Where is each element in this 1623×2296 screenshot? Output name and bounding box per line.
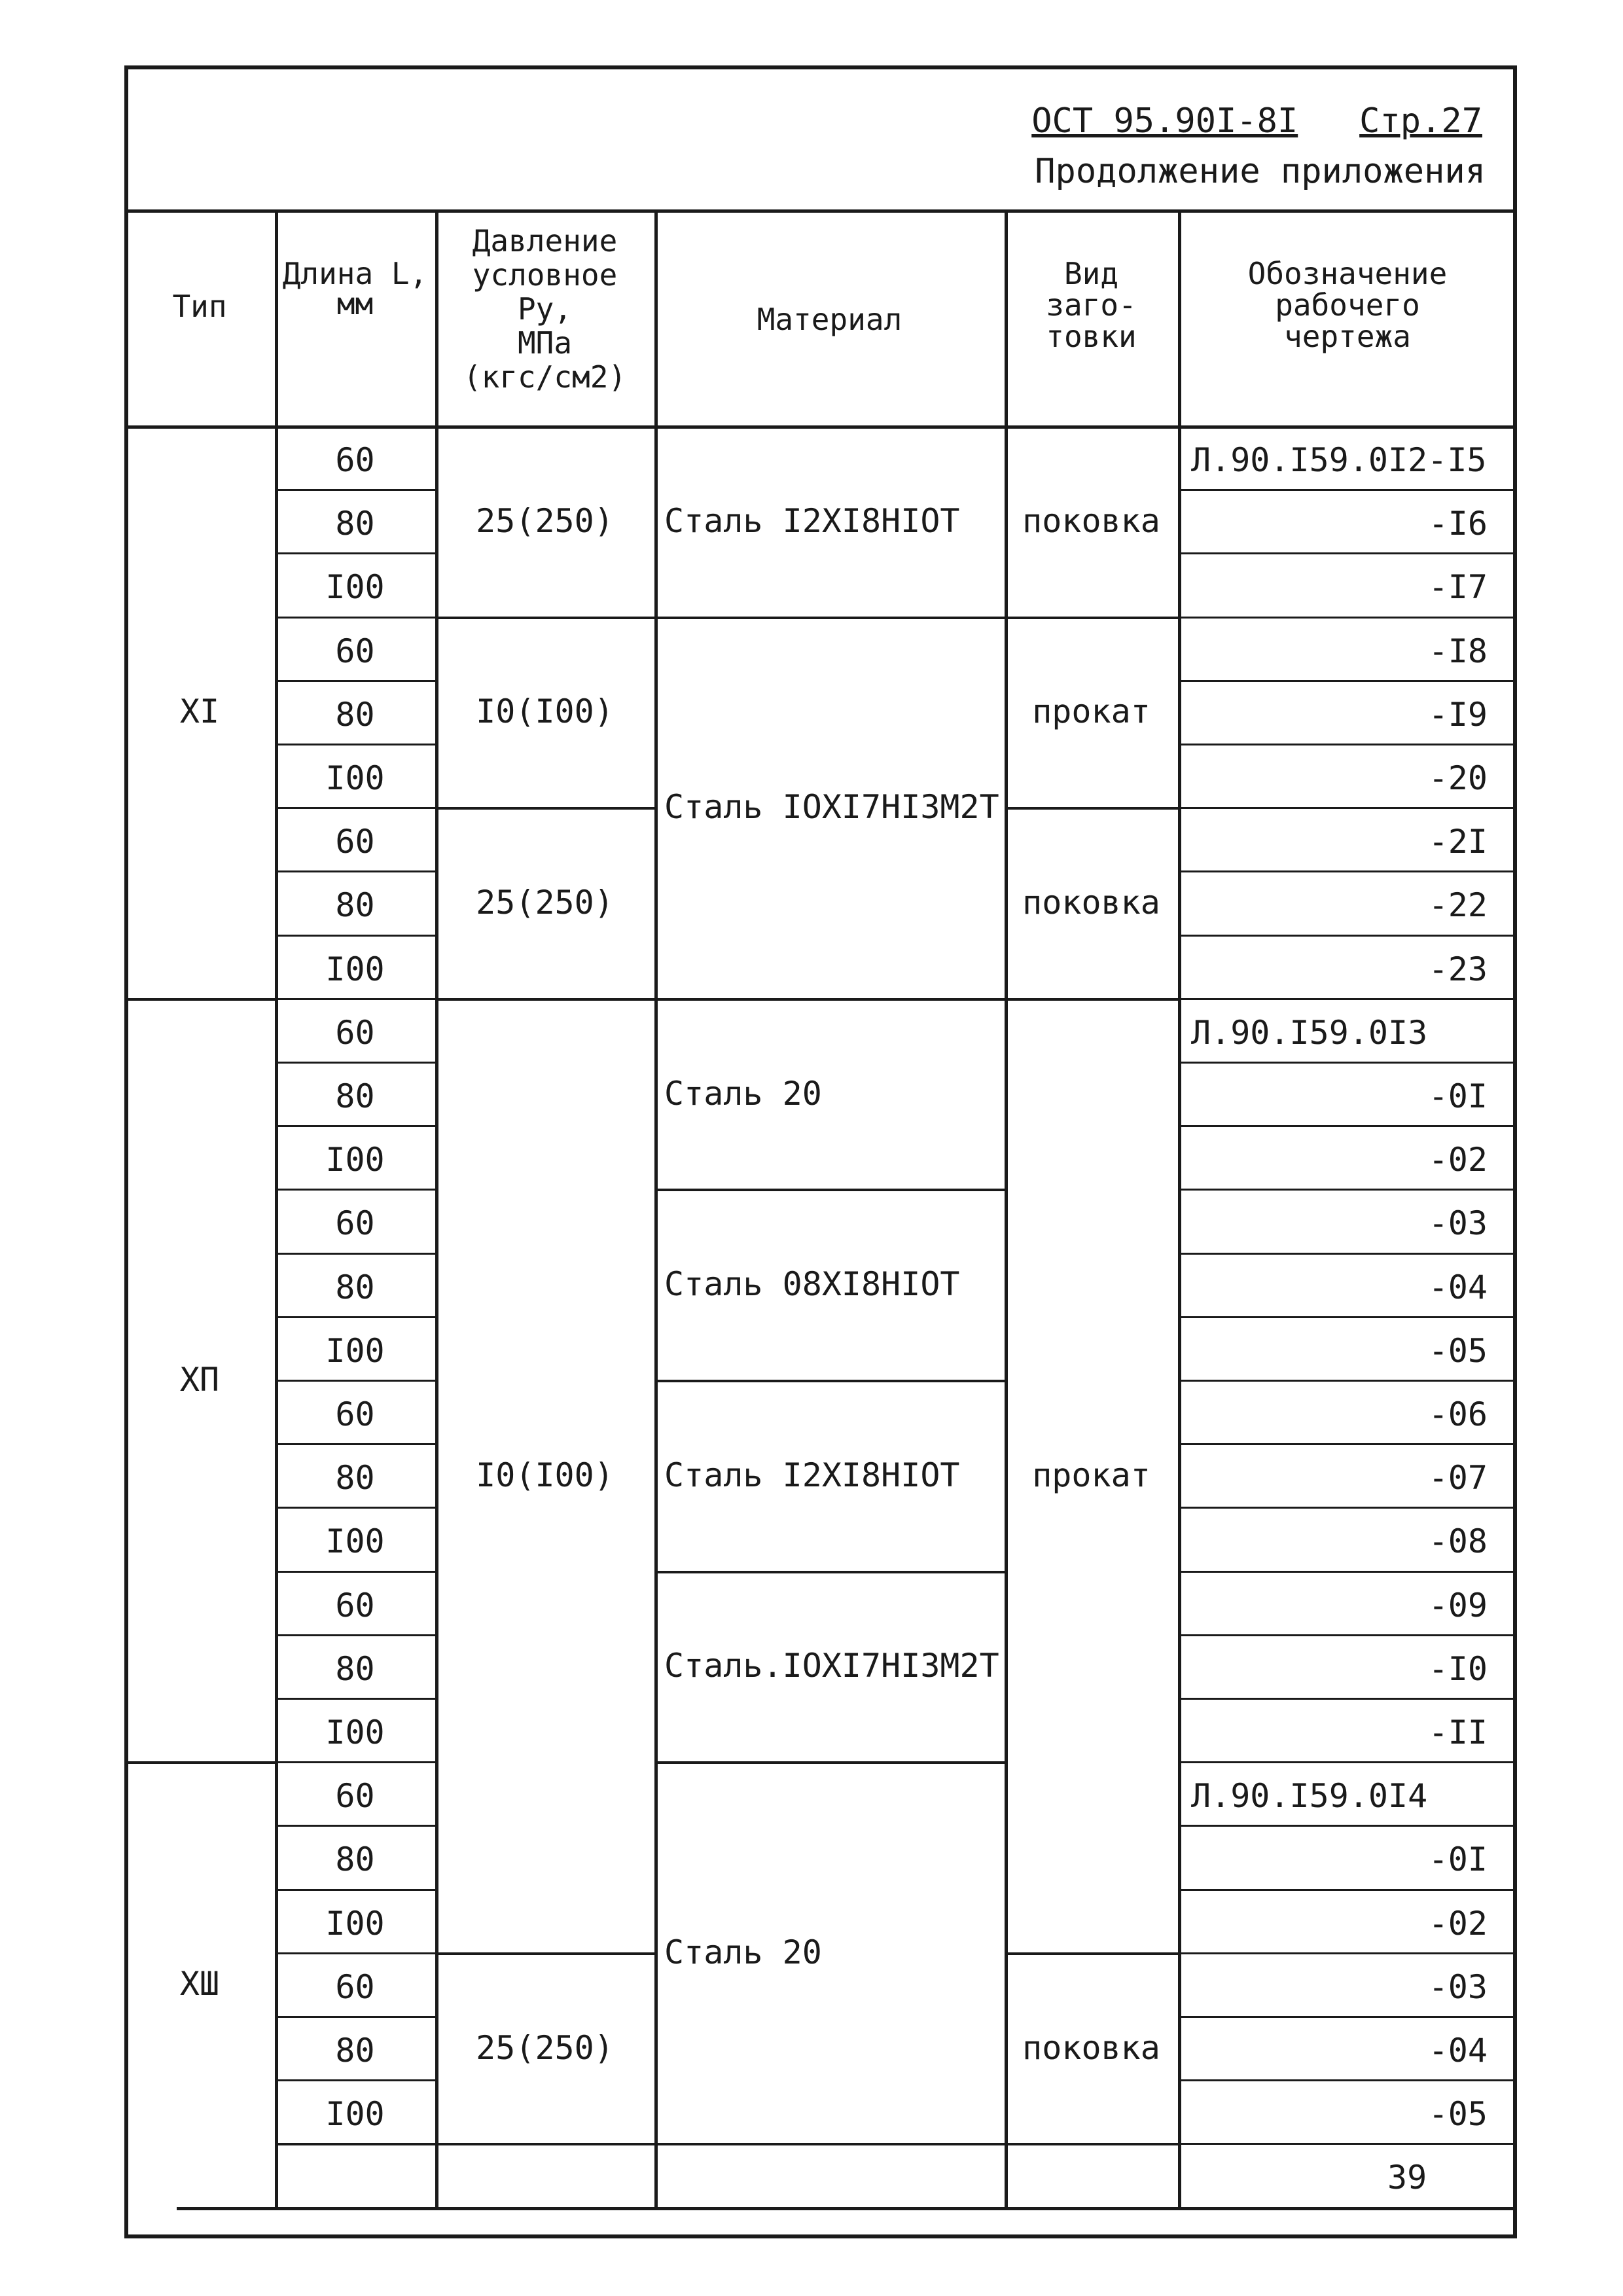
row-line-length: [275, 680, 435, 682]
last-row-line: [275, 2143, 1178, 2145]
length-cell: I00: [325, 1522, 385, 1561]
length-cell: 80: [335, 1459, 375, 1498]
drawing-cell: -04: [1428, 2032, 1488, 2070]
row-line-drawing: [1178, 1062, 1517, 1064]
length-cell: 80: [335, 505, 375, 543]
row-line-length: [275, 870, 435, 872]
drawing-cell: -I8: [1428, 632, 1488, 670]
length-cell: 60: [335, 823, 375, 861]
pressure-cell: 25(250): [476, 501, 614, 540]
row-line-length: [275, 1825, 435, 1827]
length-cell: 80: [335, 1268, 375, 1306]
length-cell: 80: [335, 886, 375, 925]
row-line-drawing: [1178, 1571, 1517, 1573]
material-group-line: [654, 998, 1005, 1001]
length-cell: I00: [325, 1904, 385, 1943]
pressure-cell: I0(I00): [476, 692, 614, 731]
drawing-cell: -03: [1428, 1204, 1488, 1243]
row-line-drawing: [1178, 935, 1517, 937]
drawing-cell: -05: [1428, 2095, 1488, 2134]
row-line-length: [275, 617, 435, 619]
length-cell: I00: [325, 2095, 385, 2134]
row-line-length: [275, 489, 435, 491]
header-bottom-line: [124, 425, 1517, 429]
row-line-length: [275, 1443, 435, 1445]
row-line-length: [275, 744, 435, 745]
row-line-drawing: [1178, 552, 1517, 554]
row-line-drawing: [1178, 870, 1517, 872]
row-line-drawing: [1178, 1125, 1517, 1127]
blank-cell: поковка: [1022, 501, 1160, 540]
row-line-length: [275, 1380, 435, 1382]
blank-group-line: [1005, 1952, 1178, 1955]
material-cell: Сталь I2XI8HIOT: [664, 1456, 960, 1494]
material-cell: Сталь 08XI8HIOT: [664, 1265, 960, 1304]
drawing-cell: -09: [1428, 1586, 1488, 1624]
material-group-line: [654, 1571, 1005, 1573]
pressure-cell: I0(I00): [476, 1456, 614, 1494]
length-cell: 80: [335, 695, 375, 734]
material-group-line: [654, 617, 1005, 619]
row-line-drawing: [1178, 2143, 1517, 2145]
row-line-drawing: [1178, 1825, 1517, 1827]
row-line-drawing: [1178, 617, 1517, 619]
row-line-drawing: [1178, 1443, 1517, 1445]
drawing-cell: -I7: [1428, 568, 1488, 607]
row-line-length: [275, 2016, 435, 2018]
length-cell: I00: [325, 1331, 385, 1370]
drawing-cell: -02: [1428, 1904, 1488, 1943]
length-cell: 60: [335, 441, 375, 479]
length-cell: 60: [335, 1395, 375, 1433]
row-line-drawing: [1178, 2016, 1517, 2018]
type-cell: XШ: [179, 1965, 220, 2003]
material-cell: Сталь IOXI7HI3M2T: [664, 788, 999, 827]
type-cell: XI: [179, 692, 220, 731]
row-line-length: [275, 1507, 435, 1509]
blank-cell: прокат: [1032, 692, 1150, 731]
pressure-group-line: [435, 1952, 654, 1955]
pressure-cell: 25(250): [476, 884, 614, 922]
col-header-drawing-line: рабочего: [1275, 287, 1420, 323]
length-cell: I00: [325, 1713, 385, 1751]
col-header-pressure-line: МПа: [517, 325, 573, 361]
col-header-pressure-line: условное: [472, 257, 618, 293]
type-cell: XП: [179, 1361, 220, 1399]
col-header-blank-line: заго-: [1046, 287, 1137, 323]
page-number: 39: [1387, 2159, 1427, 2197]
row-line-drawing: [1178, 1253, 1517, 1255]
drawing-cell: Л.90.I59.0I3: [1191, 1013, 1428, 1052]
drawing-cell: -23: [1428, 950, 1488, 988]
length-cell: 60: [335, 1204, 375, 1243]
row-line-drawing: [1178, 489, 1517, 491]
row-line-length: [275, 1634, 435, 1636]
col-header-pressure-line: Pу,: [517, 291, 573, 327]
material-cell: Сталь I2XI8HIOT: [664, 501, 960, 540]
row-line-length: [275, 1189, 435, 1191]
material-cell: Сталь 20: [664, 1074, 822, 1113]
row-line-length: [275, 1761, 435, 1763]
length-cell: 80: [335, 1077, 375, 1115]
drawing-cell: -06: [1428, 1395, 1488, 1433]
row-line-drawing: [1178, 1952, 1517, 1954]
blank-group-line: [1005, 617, 1178, 619]
standard-header: [0, 101, 1623, 141]
drawing-cell: -03: [1428, 1967, 1488, 2006]
length-cell: 80: [335, 1649, 375, 1688]
type-group-line: [124, 998, 275, 1001]
row-line-drawing: [1178, 1316, 1517, 1318]
col-header-type: Тип: [172, 289, 227, 324]
length-cell: I00: [325, 1141, 385, 1179]
table-bottom-line: [177, 2207, 1517, 2210]
pressure-group-line: [435, 998, 654, 1001]
drawing-cell: -05: [1428, 1331, 1488, 1370]
drawing-cell: -I6: [1428, 505, 1488, 543]
standard-code: ОСТ 95.90I-8I: [1031, 101, 1298, 141]
type-group-line: [124, 1761, 275, 1764]
length-cell: 60: [335, 1586, 375, 1624]
length-cell: I00: [325, 759, 385, 797]
blank-cell: прокат: [1032, 1456, 1150, 1494]
row-line-drawing: [1178, 1761, 1517, 1763]
drawing-cell: -2I: [1428, 823, 1488, 861]
length-cell: 60: [335, 1777, 375, 1816]
drawing-cell: -II: [1428, 1713, 1488, 1751]
material-cell: Сталь 20: [664, 1933, 822, 1971]
row-line-length: [275, 1698, 435, 1700]
col-header-blank-line: товки: [1046, 319, 1137, 354]
col-header-length: Длина L, мм: [282, 256, 428, 321]
blank-cell: поковка: [1022, 884, 1160, 922]
row-line-length: [275, 1316, 435, 1318]
drawing-cell: -07: [1428, 1459, 1488, 1498]
row-line-drawing: [1178, 1380, 1517, 1382]
row-line-length: [275, 1125, 435, 1127]
row-line-length: [275, 552, 435, 554]
drawing-cell: -I9: [1428, 695, 1488, 734]
pressure-group-line: [435, 617, 654, 619]
row-line-length: [275, 998, 435, 1000]
row-line-drawing: [1178, 1889, 1517, 1891]
col-header-material: Материал: [757, 302, 902, 337]
blank-group-line: [1005, 807, 1178, 810]
pressure-cell: 25(250): [476, 2028, 614, 2067]
drawing-cell: -20: [1428, 759, 1488, 797]
row-line-drawing: [1178, 680, 1517, 682]
length-cell: I00: [325, 950, 385, 988]
length-cell: 60: [335, 1013, 375, 1052]
drawing-cell: Л.90.I59.0I4: [1191, 1777, 1428, 1816]
row-line-length: [275, 1571, 435, 1573]
blank-cell: поковка: [1022, 2028, 1160, 2067]
row-line-drawing: [1178, 1634, 1517, 1636]
drawing-cell: -0I: [1428, 1840, 1488, 1879]
drawing-cell: Л.90.I59.0I2-I5: [1191, 441, 1487, 479]
drawing-cell: -I0: [1428, 1649, 1488, 1688]
page-label: Стр.27: [1359, 101, 1482, 141]
col-header-pressure-line: (кгс/см2): [463, 359, 627, 395]
column-divider: [654, 209, 658, 2207]
row-line-length: [275, 935, 435, 937]
row-line-drawing: [1178, 998, 1517, 1000]
material-group-line: [654, 1189, 1005, 1191]
row-line-length: [275, 2079, 435, 2081]
material-group-line: [654, 1761, 1005, 1764]
material-group-line: [654, 1380, 1005, 1382]
row-line-drawing: [1178, 807, 1517, 809]
row-line-length: [275, 1062, 435, 1064]
length-cell: 60: [335, 1967, 375, 2006]
col-header-drawing-line: Обозначение: [1247, 256, 1448, 291]
row-line-drawing: [1178, 1507, 1517, 1509]
row-line-drawing: [1178, 1189, 1517, 1191]
row-line-drawing: [1178, 744, 1517, 745]
length-cell: 60: [335, 632, 375, 670]
blank-group-line: [1005, 998, 1178, 1001]
col-header-blank-line: Вид: [1063, 256, 1119, 291]
length-cell: I00: [325, 568, 385, 607]
row-line-length: [275, 1889, 435, 1891]
col-header-drawing-line: чертежа: [1284, 319, 1411, 354]
header-separator: [124, 209, 1517, 213]
row-line-length: [275, 1952, 435, 1954]
material-cell: Сталь.IOXI7HI3M2T: [664, 1647, 999, 1685]
continuation-label: Продолжение приложения: [1035, 152, 1486, 191]
length-cell: 80: [335, 2032, 375, 2070]
drawing-cell: -02: [1428, 1141, 1488, 1179]
col-header-pressure-line: Давление: [472, 223, 618, 259]
row-line-drawing: [1178, 2079, 1517, 2081]
row-line-drawing: [1178, 1698, 1517, 1700]
row-line-length: [275, 807, 435, 809]
drawing-cell: -22: [1428, 886, 1488, 925]
row-line-length: [275, 1253, 435, 1255]
drawing-cell: -0I: [1428, 1077, 1488, 1115]
pressure-group-line: [435, 807, 654, 810]
length-cell: 80: [335, 1840, 375, 1879]
drawing-cell: -08: [1428, 1522, 1488, 1561]
drawing-cell: -04: [1428, 1268, 1488, 1306]
